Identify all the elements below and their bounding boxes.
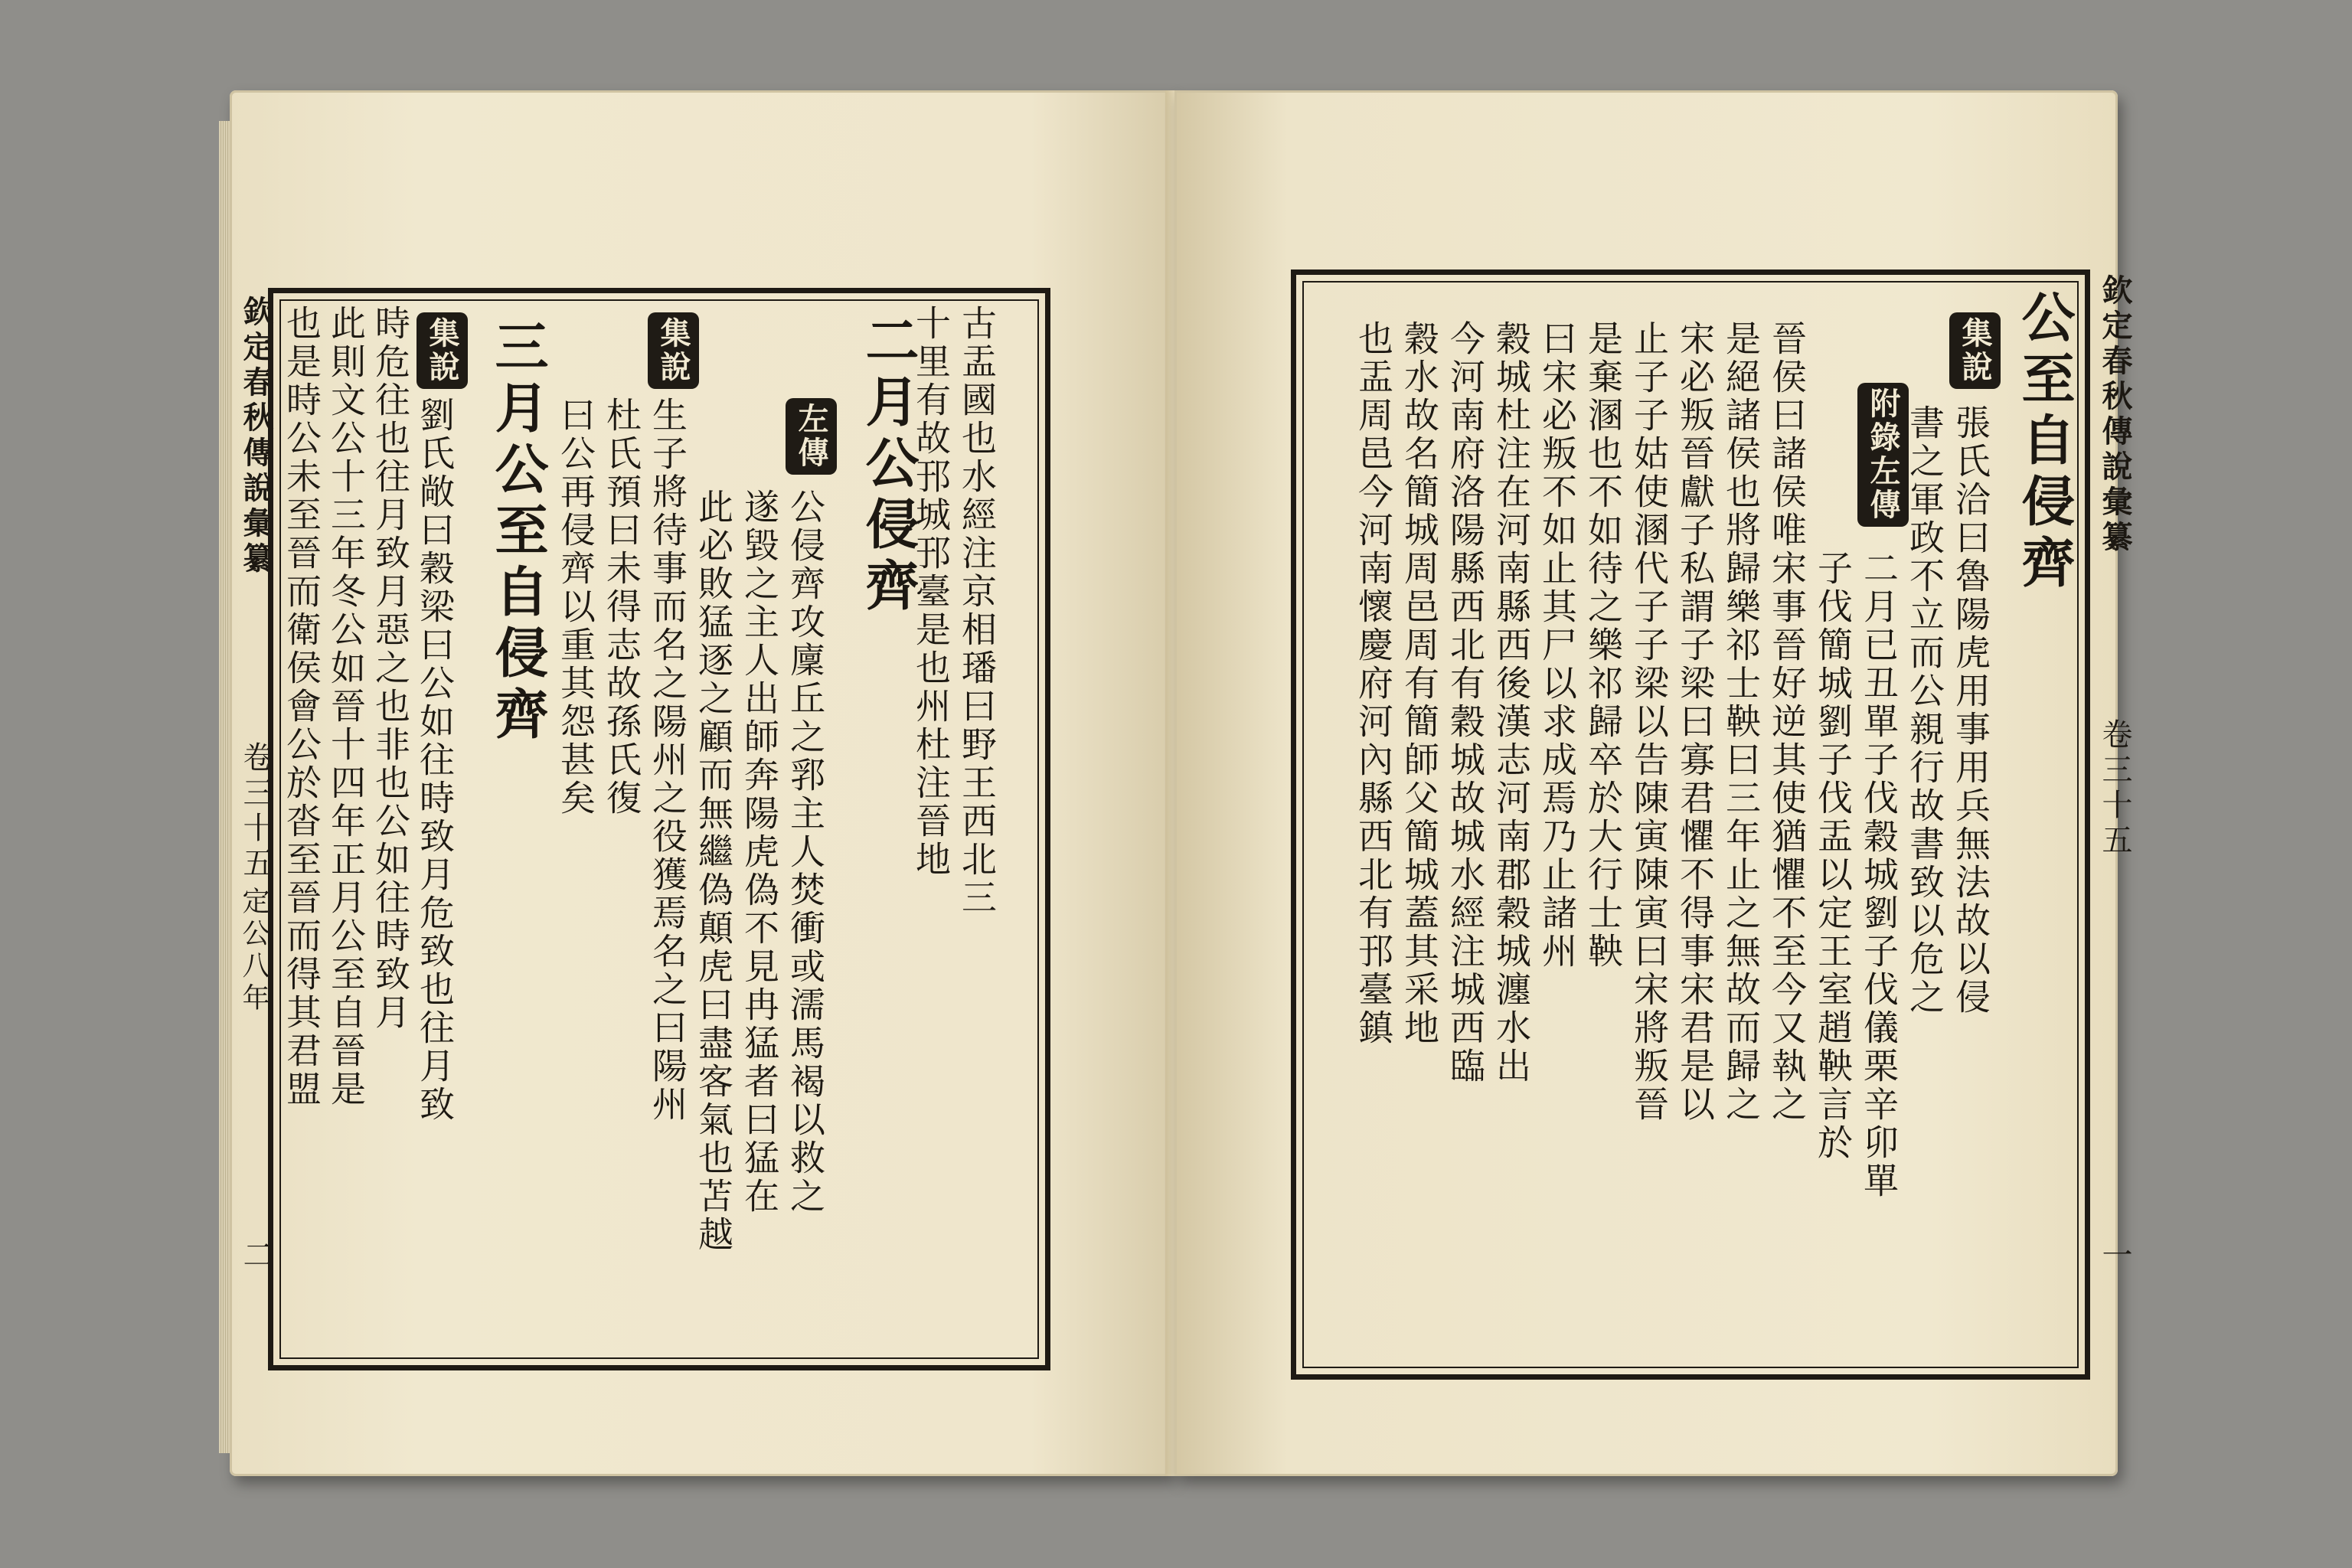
- right-line: 書之軍政不立而公親行故書致以危之: [1904, 404, 1945, 1017]
- left-page: [230, 90, 1171, 1476]
- right-line: 也盂周邑今河南懷慶府河內縣西北有邘臺鎮: [1353, 320, 1394, 1047]
- left-reign-year: 定公八年: [238, 887, 270, 1015]
- right-heading: 公至自侵齊: [2013, 289, 2076, 596]
- right-line: 宋必叛晉獻子私謂子梁曰寡君懼不得事宋君是以: [1674, 320, 1716, 1124]
- right-folio-number: 一: [2097, 1239, 2132, 1274]
- right-volume-number: 卷三十五: [2097, 718, 2132, 859]
- entry-line: 劉氏敞曰穀梁曰公如往時致月危致也往月致: [414, 397, 456, 1124]
- entry-line: 生子將待事而名之陽州之役獲焉名之曰陽州: [647, 397, 688, 1124]
- left-volume-number: 卷三十五: [238, 741, 273, 882]
- right-line: 子伐簡城劉子伐盂以定王室趙鞅言於: [1812, 550, 1854, 1162]
- right-badge-jishuo: 集說: [1949, 312, 2001, 389]
- right-line: 二月已丑單子伐穀城劉子伐儀栗辛卯單: [1858, 550, 1900, 1200]
- right-badge-fulu: 附錄左傳: [1857, 383, 1909, 527]
- entry-line: 此則文公十三年冬公如晉十四年正月公至自晉是: [325, 305, 367, 1109]
- entry-line: 也是時公未至晉而衛侯會公於沓至晉而得其君盟: [281, 305, 322, 1109]
- right-line: 是棄溷也不如待之樂祁歸卒於大行士鞅: [1583, 320, 1624, 971]
- page-edge: [219, 121, 230, 1453]
- entry-line: 杜氏預曰未得志故孫氏復: [601, 397, 642, 818]
- right-margin-title: 欽定春秋傳說彙纂: [2097, 274, 2133, 556]
- right-line: 止子子姑使溷代子子梁以告陳寅陳寅曰宋將叛晉: [1628, 320, 1670, 1124]
- entry-line: 遂毀之主人出師奔陽虎偽不見冉猛者曰猛在: [739, 488, 780, 1216]
- entry-heading: 三月公至自侵齊: [486, 318, 550, 747]
- right-line: 張氏洽曰魯陽虎用事用兵無法故以侵: [1950, 404, 1991, 1017]
- right-line: 曰宋必叛不如止其尸以求成焉乃止諸州: [1537, 320, 1578, 971]
- open-book: [230, 90, 2133, 1476]
- right-line: 穀城杜注在河南縣西後漢志河南郡穀城瀍水出: [1491, 320, 1532, 1086]
- right-line: 穀水故名簡城周邑周有簡師父簡城蓋其采地: [1399, 320, 1440, 1047]
- entry-line: 時危往也往月致月惡之也非也公如往時致月: [370, 305, 411, 1032]
- top-note-line: 古盂國也水經注京相璠曰野王西北三: [956, 305, 998, 917]
- right-line: 晉侯曰諸侯唯宋事晉好逆其使猶懼不至今又執之: [1766, 320, 1808, 1124]
- right-page: [1174, 90, 2133, 1476]
- entry-line: 曰公再侵齊以重其怨甚矣: [555, 397, 596, 818]
- entry-line: 公侵齊攻廩丘之郛主人焚衝或濡馬褐以救之: [785, 488, 826, 1216]
- entry-heading: 二月公侵齊: [857, 312, 920, 619]
- right-line: 今河南府洛陽縣西北有穀城故城水經注城西臨: [1445, 320, 1486, 1086]
- entry-line: 此必敗猛逐之顧而無繼偽顛虎曰盡客氣也苫越: [693, 488, 734, 1254]
- top-note-line: 十里有故邘城邘臺是也州杜注晉地: [910, 305, 952, 879]
- entry-badge: 左傳: [786, 398, 837, 475]
- entry-badge: 集說: [648, 312, 699, 389]
- left-folio-number: 二: [238, 1239, 273, 1274]
- right-line: 是絕諸侯也將歸樂祁士鞅曰三年止之無故而歸之: [1720, 320, 1762, 1124]
- entry-badge: 集說: [416, 312, 468, 389]
- left-margin-title: 欽定春秋傳說彙纂: [238, 296, 274, 577]
